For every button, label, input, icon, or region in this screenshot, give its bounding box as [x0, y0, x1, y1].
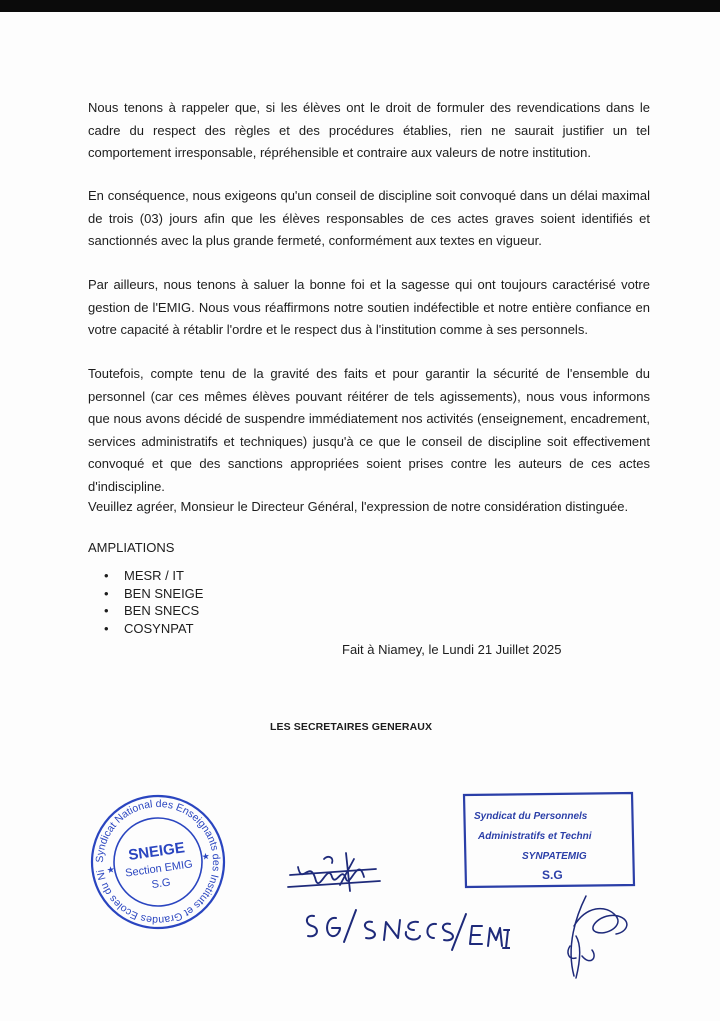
- ampliation-item: • BEN SNEIGE: [104, 585, 203, 603]
- stamp-section: Section EMIG: [124, 858, 194, 880]
- ampliation-item: • BEN SNECS: [104, 602, 203, 620]
- star-icon: ★: [106, 865, 116, 877]
- paragraph-support: Par ailleurs, nous tenons à saluer la bonne foi et la sagesse qui ont toujours caractérisé votre gestion de l'EMIG. Nous vous réaffirmons notre soutien indéfectible et notre entière confiance en votre capacité à rétablir l'ordre et le respect dus à l'institution comme à ses personnels.: [88, 277, 650, 337]
- ampliation-item: • MESR / IT: [104, 567, 203, 585]
- ampliation-item: • COSYNPAT: [104, 620, 203, 638]
- stamp-line-2: Administratifs et Techni: [478, 831, 592, 842]
- stamp-line-4: S.G: [542, 868, 563, 882]
- paragraph-closing: Veuillez agréer, Monsieur le Directeur Général, l'expression de notre considération distinguée.: [88, 499, 629, 514]
- stamp-inner-ring: [108, 812, 207, 911]
- signature-synpatemig: [546, 886, 646, 986]
- synpatemig-stamp: [458, 787, 640, 892]
- sneige-stamp: [88, 792, 228, 932]
- ampliations-title: AMPLIATIONS: [88, 540, 175, 555]
- stamp-role: S.G: [150, 876, 172, 892]
- stamp-title: SNEIGE: [127, 839, 186, 864]
- paragraph-reminder: Nous tenons à rappeler que, si les élèves ont le droit de formuler des revendications dans le cadre du respect des règles et des procédures établies, rien ne saurait justifier un tel comportement irresponsable, répréhensible et contraire aux valeurs de notre institution.: [88, 100, 650, 160]
- stamp-line-1: Syndicat du Personnels: [474, 811, 588, 822]
- place-date: Fait à Niamey, le Lundi 21 Juillet 2025: [342, 642, 562, 657]
- stamp-ring-text: Syndicat National des Enseignants des Instituts et Grandes Ecoles du Niger: [93, 797, 223, 927]
- top-bar: [0, 0, 720, 12]
- signatories-heading: LES SECRETAIRES GENERAUX: [270, 721, 433, 733]
- paragraph-demand: En conséquence, nous exigeons qu'un conseil de discipline soit convoqué dans un délai maximal de trois (03) jours afin que les élèves responsables de ces actes graves soient identifiés et sanctionnés avec la plus grande fermeté, conformément aux textes en vigueur.: [88, 188, 650, 248]
- stamp-line-3: SYNPATEMIG: [522, 851, 587, 862]
- handwritten-sg-snecs: [300, 900, 510, 970]
- signature-snecs: [280, 847, 390, 897]
- star-icon: ★: [201, 851, 211, 863]
- ampliations-list: [104, 567, 203, 637]
- paragraph-suspension: Toutefois, compte tenu de la gravité des faits et pour garantir la sécurité de l'ensemble du personnel (car ces mêmes élèves pouvant réitérer de tels agissements), nous vous informons que nous avons décidé de suspendre immédiatement nos activités (enseignement, encadrement, services administratifs et techniques) jusqu'à ce que le conseil de discipline soit effectivement convoqué et que des sanctions appropriées soient prises contre les auteurs de ces actes d'indiscipline.: [88, 366, 650, 494]
